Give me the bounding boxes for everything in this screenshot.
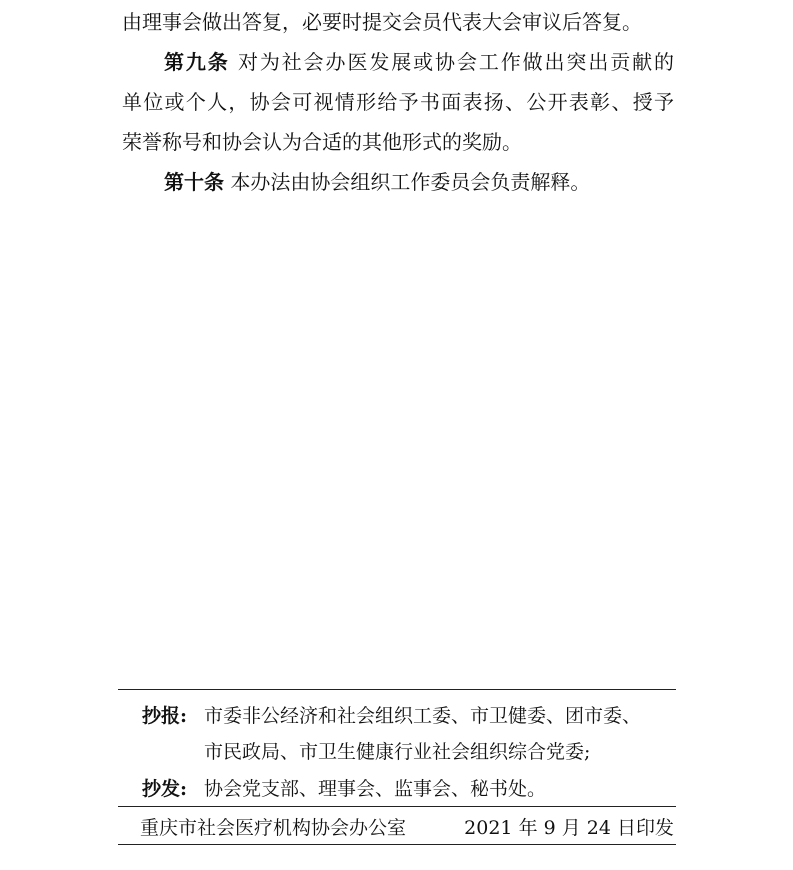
distribution-top-rule xyxy=(118,689,676,690)
article-10-line xyxy=(164,168,674,196)
article-9-label: 第九条 xyxy=(164,50,230,74)
article-10-label: 第十条 xyxy=(164,170,224,194)
issue-date: 2021 年 9 月 24 日印发 xyxy=(464,817,674,839)
article-9-line-3: 荣誉称号和协会认为合适的其他形式的奖励。 xyxy=(122,130,522,154)
article-9-line-2: 单位或个人，协会可视情形给予书面表扬、公开表彰、授予 xyxy=(122,90,674,114)
distribution-bottom-rule xyxy=(118,806,676,807)
send-recipients: 协会党支部、理事会、监事会、秘书处。 xyxy=(204,778,547,800)
report-recipients-line-1: 市委非公经济和社会组织工委、市卫健委、团市委、 xyxy=(204,705,642,727)
report-label: 抄报: xyxy=(142,705,188,727)
article-9-text-1: 对为社会办医发展或协会工作做出突出贡献的 xyxy=(237,50,675,74)
report-recipients-line-2: 市民政局、市卫生健康行业社会组织综合党委; xyxy=(204,741,591,763)
footer-bottom-rule xyxy=(118,844,676,845)
send-label: 抄发: xyxy=(142,778,188,800)
body-line-continuation: 由理事会做出答复，必要时提交会员代表大会审议后答复。 xyxy=(122,10,642,34)
article-10-text: 本办法由协会组织工作委员会负责解释。 xyxy=(230,170,591,194)
issuer-name: 重庆市社会医疗机构协会办公室 xyxy=(140,817,407,839)
article-9-first-line xyxy=(164,48,674,76)
